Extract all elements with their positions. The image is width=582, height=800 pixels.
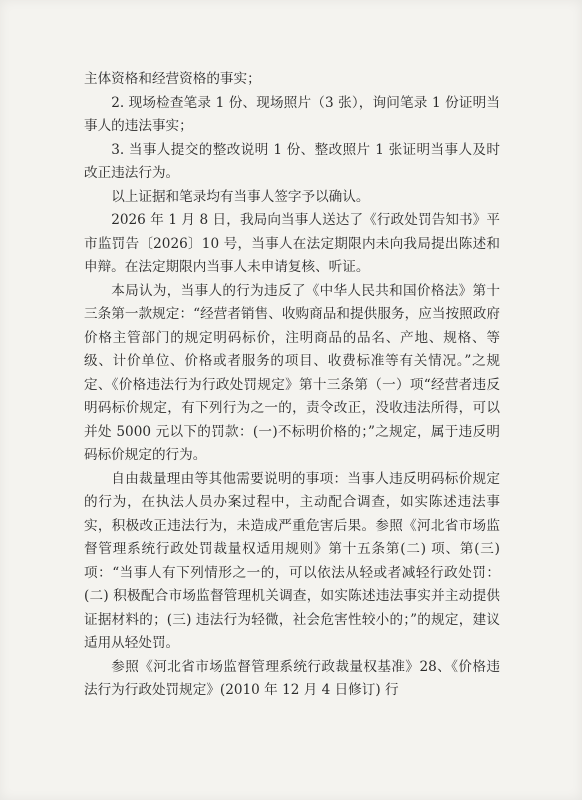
- document-body: [84, 68, 500, 703]
- paragraph-reference-standards: 参照《河北省市场监督管理系统行政裁量权基准》28、《价格违法行为行政处罚规定》(2010 年 12 月 4 日修订) 行: [84, 658, 500, 698]
- paragraph-notice-delivery: 2026 年 1 月 8 日，我局向当事人送达了《行政处罚告知书》平市监罚告〔2026〕10 号，当事人在法定期限内未向我局提出陈述和申辩。在法定期限内当事人未申请复核、听证。: [84, 212, 500, 275]
- paragraph-evidence-3: 3. 当事人提交的整改说明 1 份、整改照片 1 张证明当事人及时改正违法行为。: [84, 141, 500, 181]
- paragraph-evidence-2: 2. 现场检查笔录 1 份、现场照片（3 张），询问笔录 1 份证明当事人的违法事实；: [84, 94, 500, 134]
- paragraph-discretion-reasons: 自由裁量理由等其他需要说明的事项：当事人违反明码标价规定的行为，在执法人员办案过程中，主动配合调查，如实陈述违法事实，积极改正违法行为，未造成严重危害后果。参照《河北省市场监督管理系统行政处罚裁量权适用规则》第十五条第(二) 项、第(三) 项：“当事人有下列情形之一的，可以依法从轻或者减轻行政处罚：(二) 积极配合市场监督管理机关调查，如实陈述违法事实并主动提供证据材料的；(三) 违法行为轻微，社会危害性较小的；”的规定，建议适用从轻处罚。: [84, 470, 500, 651]
- paragraph-evidence-confirmation: 以上证据和笔录均有当事人签字予以确认。: [111, 188, 370, 205]
- paragraph-legal-finding: 本局认为，当事人的行为违反了《中华人民共和国价格法》第十三条第一款规定：“经营者销售、收购商品和提供服务，应当按照政府价格主管部门的规定明码标价，注明商品的品名、产地、规格、等级、计价单位、价格或者服务的项目、收费标准等有关情况。”之规定、《价格违法行为行政处罚规定》第十三条第（一）项“经营者违反明码标价规定，有下列行为之一的，责令改正，没收违法所得，可以并处 5000 元以下的罚款：(一)不标明价格的；”之规定，属于违反明码标价规定的行为。: [84, 282, 500, 463]
- paragraph-continuation: 主体资格和经营资格的事实；: [84, 71, 261, 87]
